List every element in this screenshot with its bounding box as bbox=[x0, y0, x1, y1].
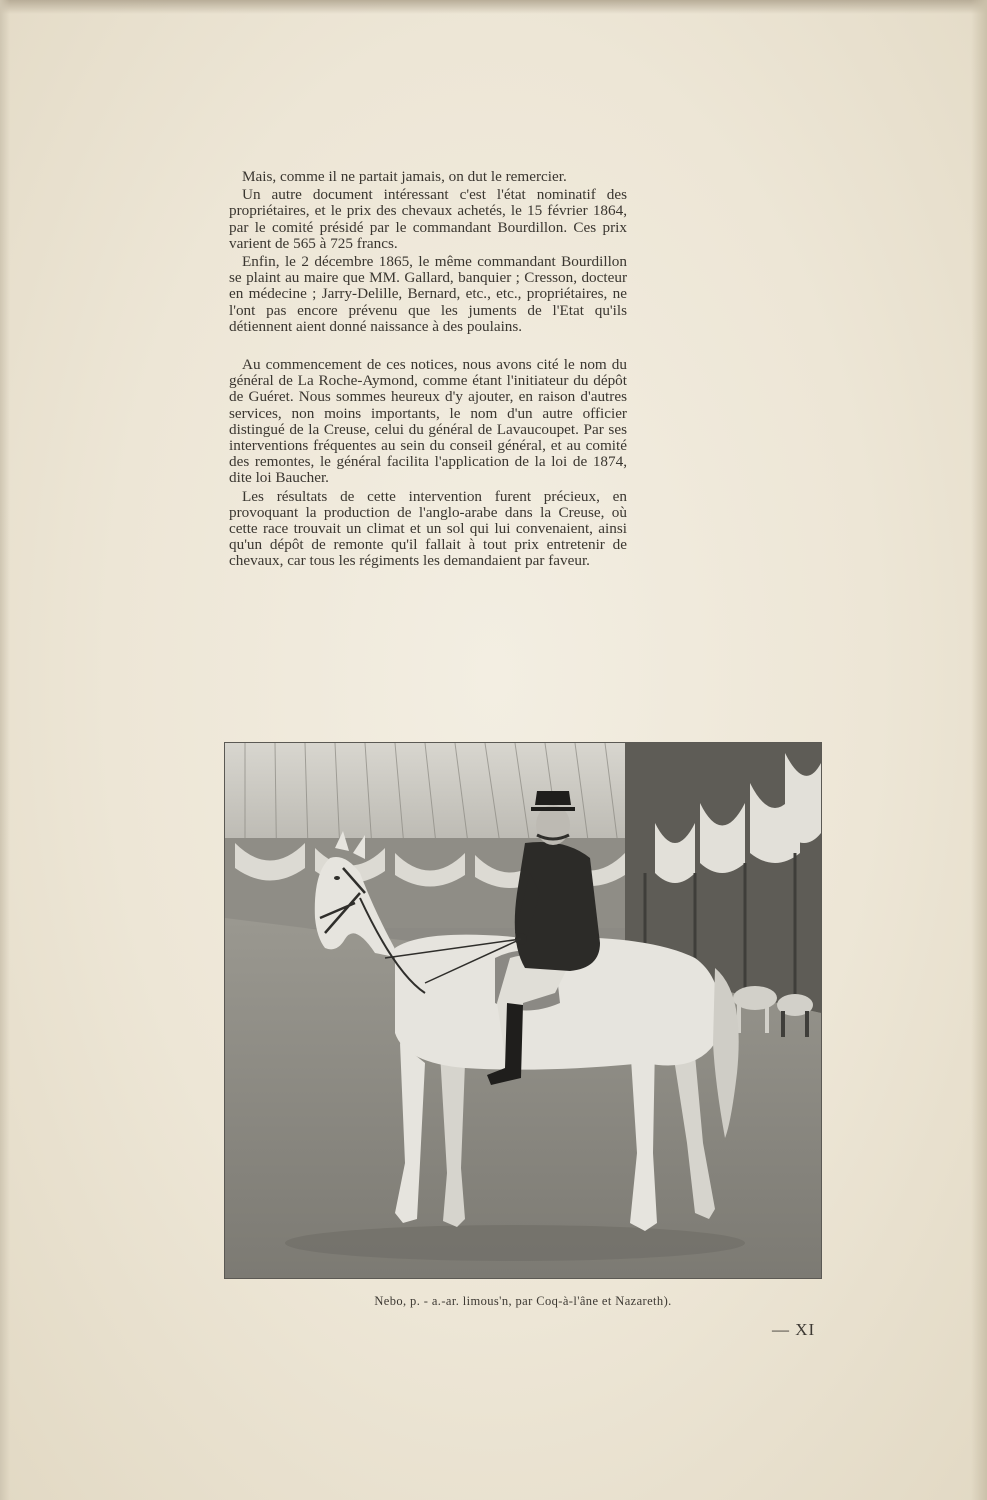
horse-shadow bbox=[285, 1225, 745, 1261]
paragraph: Les résultats de cette intervention furent précieux, en provoquant la production de l'anglo-arabe dans la Creuse, où cette race trouvait un climat et un sol qui lui convenaient, ainsi qu'un dépôt de remonte qu'il fallait à tout prix entretenir de chevaux, car tous les régiments les demandaient par faveur. bbox=[229, 487, 627, 570]
body-text-column bbox=[229, 169, 627, 572]
horse-and-rider-photo bbox=[224, 742, 822, 1279]
paragraph: Mais, comme il ne partait jamais, on dut le remercier. bbox=[242, 168, 567, 185]
paragraph: Enfin, le 2 décembre 1865, le même commandant Bourdillon se plaint au maire que MM. Gallard, banquier ; Cresson, docteur en médecine ; Jarry-Delille, Bernard, etc., etc., propriétaires, ne l'ont pas encore prévenu que les juments de l'Etat qu'ils détiennent aient donné naissance à des poulains. bbox=[229, 253, 627, 335]
page-edge-shadow bbox=[0, 0, 10, 1500]
photo-caption: Nebo, p. - a.-ar. limous'n, par Coq-à-l'âne et Nazareth). bbox=[374, 1294, 672, 1308]
paragraph: Au commencement de ces notices, nous avons cité le nom du général de La Roche-Aymond, comme étant l'initiateur du dépôt de Guéret. Nous sommes heureux d'y ajouter, en raison d'autres services, non moins importants, le nom d'un autre officier distingué de la Creuse, celui du général de Lavaucoupet. Par ses interventions fréquentes au sein du conseil général, et au comité des remontes, le général facilita l'application de la loi de 1874, dite loi Baucher. bbox=[229, 356, 627, 487]
paragraph: Un autre document intéressant c'est l'état nominatif des propriétaires, et le prix des chevaux achetés, le 15 février 1864, par le comité présidé par le commandant Bourdillon. Ces prix varient de 565 à 725 francs. bbox=[229, 186, 627, 252]
photo-illustration bbox=[225, 743, 821, 1278]
page-number: — XI bbox=[772, 1320, 816, 1339]
page-edge-shadow bbox=[971, 0, 987, 1500]
page-edge-shadow bbox=[0, 0, 987, 14]
